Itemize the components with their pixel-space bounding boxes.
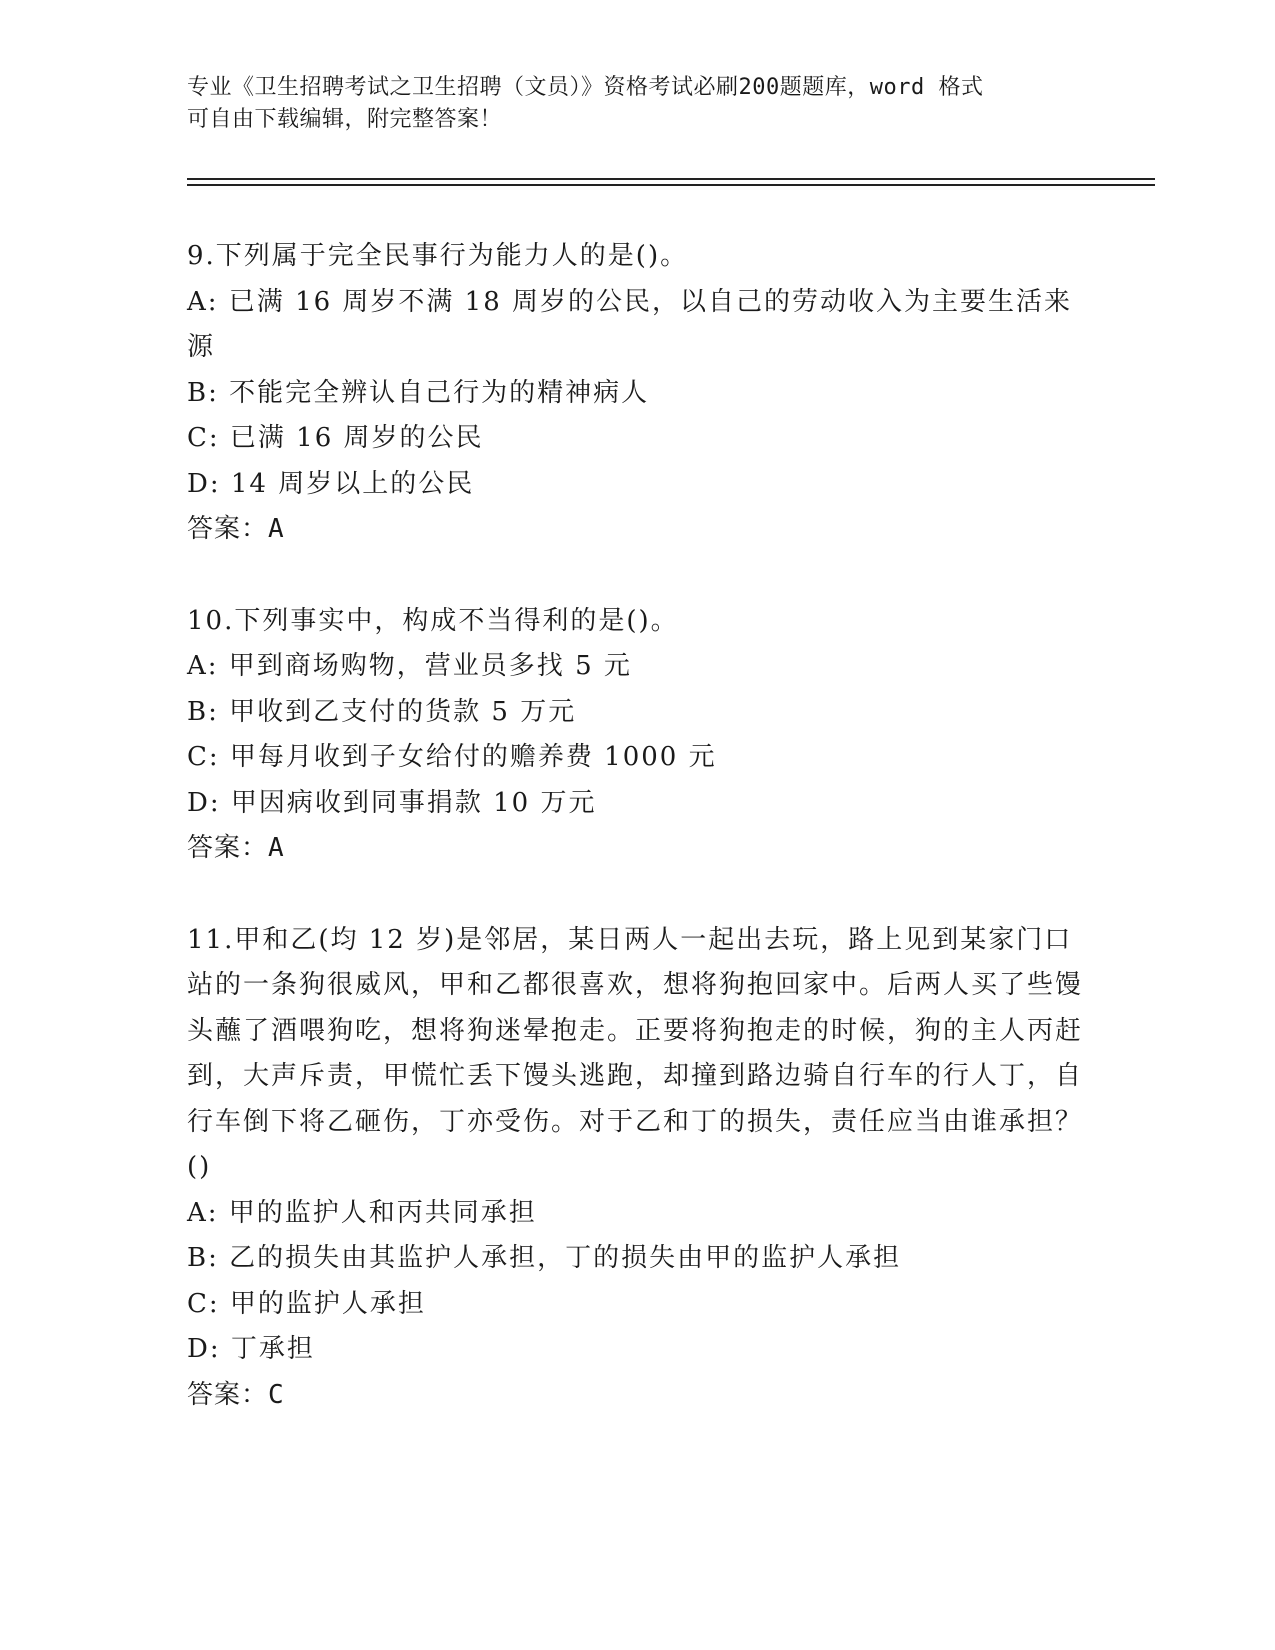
header-divider-top — [187, 178, 1155, 180]
option-b: B: 甲收到乙支付的货款 5 万元 — [187, 696, 577, 727]
option-a: A: 甲的监护人和丙共同承担 — [187, 1197, 537, 1228]
option-b: B: 不能完全辨认自己行为的精神病人 — [187, 377, 650, 408]
question-stem: 9.下列属于完全民事行为能力人的是()。 — [187, 241, 689, 271]
option-b: B: 乙的损失由其监护人承担，丁的损失由甲的监护人承担 — [187, 1243, 902, 1273]
question-stem: 11.甲和乙(均 12 岁)是邻居，某日两人一起出去玩，路上见到某家门口站的一条狗很威风，甲和乙都很喜欢，想将狗抱回家中。后两人买了些馒头蘸了酒喂狗吃，想将狗迷晕抱走。正要将狗抱走的时候，狗的主人丙赶到，大声斥责，甲慌忙丢下馒头逃跑，却撞到路边骑自行车的行人丁，自行车倒下将乙砸伤，丁亦受伤。对于乙和丁的损失，责任应当由谁承担？() — [187, 924, 1084, 1182]
question-stem: 10.下列事实中，构成不当得利的是()。 — [187, 605, 679, 636]
question-10 — [187, 599, 1087, 872]
header-line-2: 可自由下载编辑，附完整答案！ — [187, 107, 503, 132]
option-d: D: 14 周岁以上的公民 — [187, 468, 475, 499]
option-c: C: 已满 16 周岁的公民 — [187, 423, 484, 453]
option-c: C: 甲的监护人承担 — [187, 1288, 426, 1319]
option-c: C: 甲每月收到子女给付的赡养费 1000 元 — [187, 742, 717, 772]
header-divider-bottom — [187, 184, 1155, 186]
answer-label: 答案：C — [187, 1379, 285, 1410]
option-a: A: 甲到商场购物，营业员多找 5 元 — [187, 651, 632, 681]
option-d: D: 丁承担 — [187, 1334, 315, 1364]
question-list — [187, 234, 1087, 1464]
document-header — [187, 72, 1087, 136]
answer-label: 答案：A — [187, 833, 285, 863]
question-9 — [187, 234, 1087, 553]
answer-label: 答案：A — [187, 514, 285, 544]
question-11 — [187, 918, 1087, 1419]
header-line-1: 专业《卫生招聘考试之卫生招聘（文员）》资格考试必刷200题题库，word 格式 — [187, 75, 984, 100]
option-a: A: 已满 16 周岁不满 18 周岁的公民，以自己的劳动收入为主要生活来源 — [187, 286, 1073, 362]
option-d: D: 甲因病收到同事捐款 10 万元 — [187, 787, 597, 818]
